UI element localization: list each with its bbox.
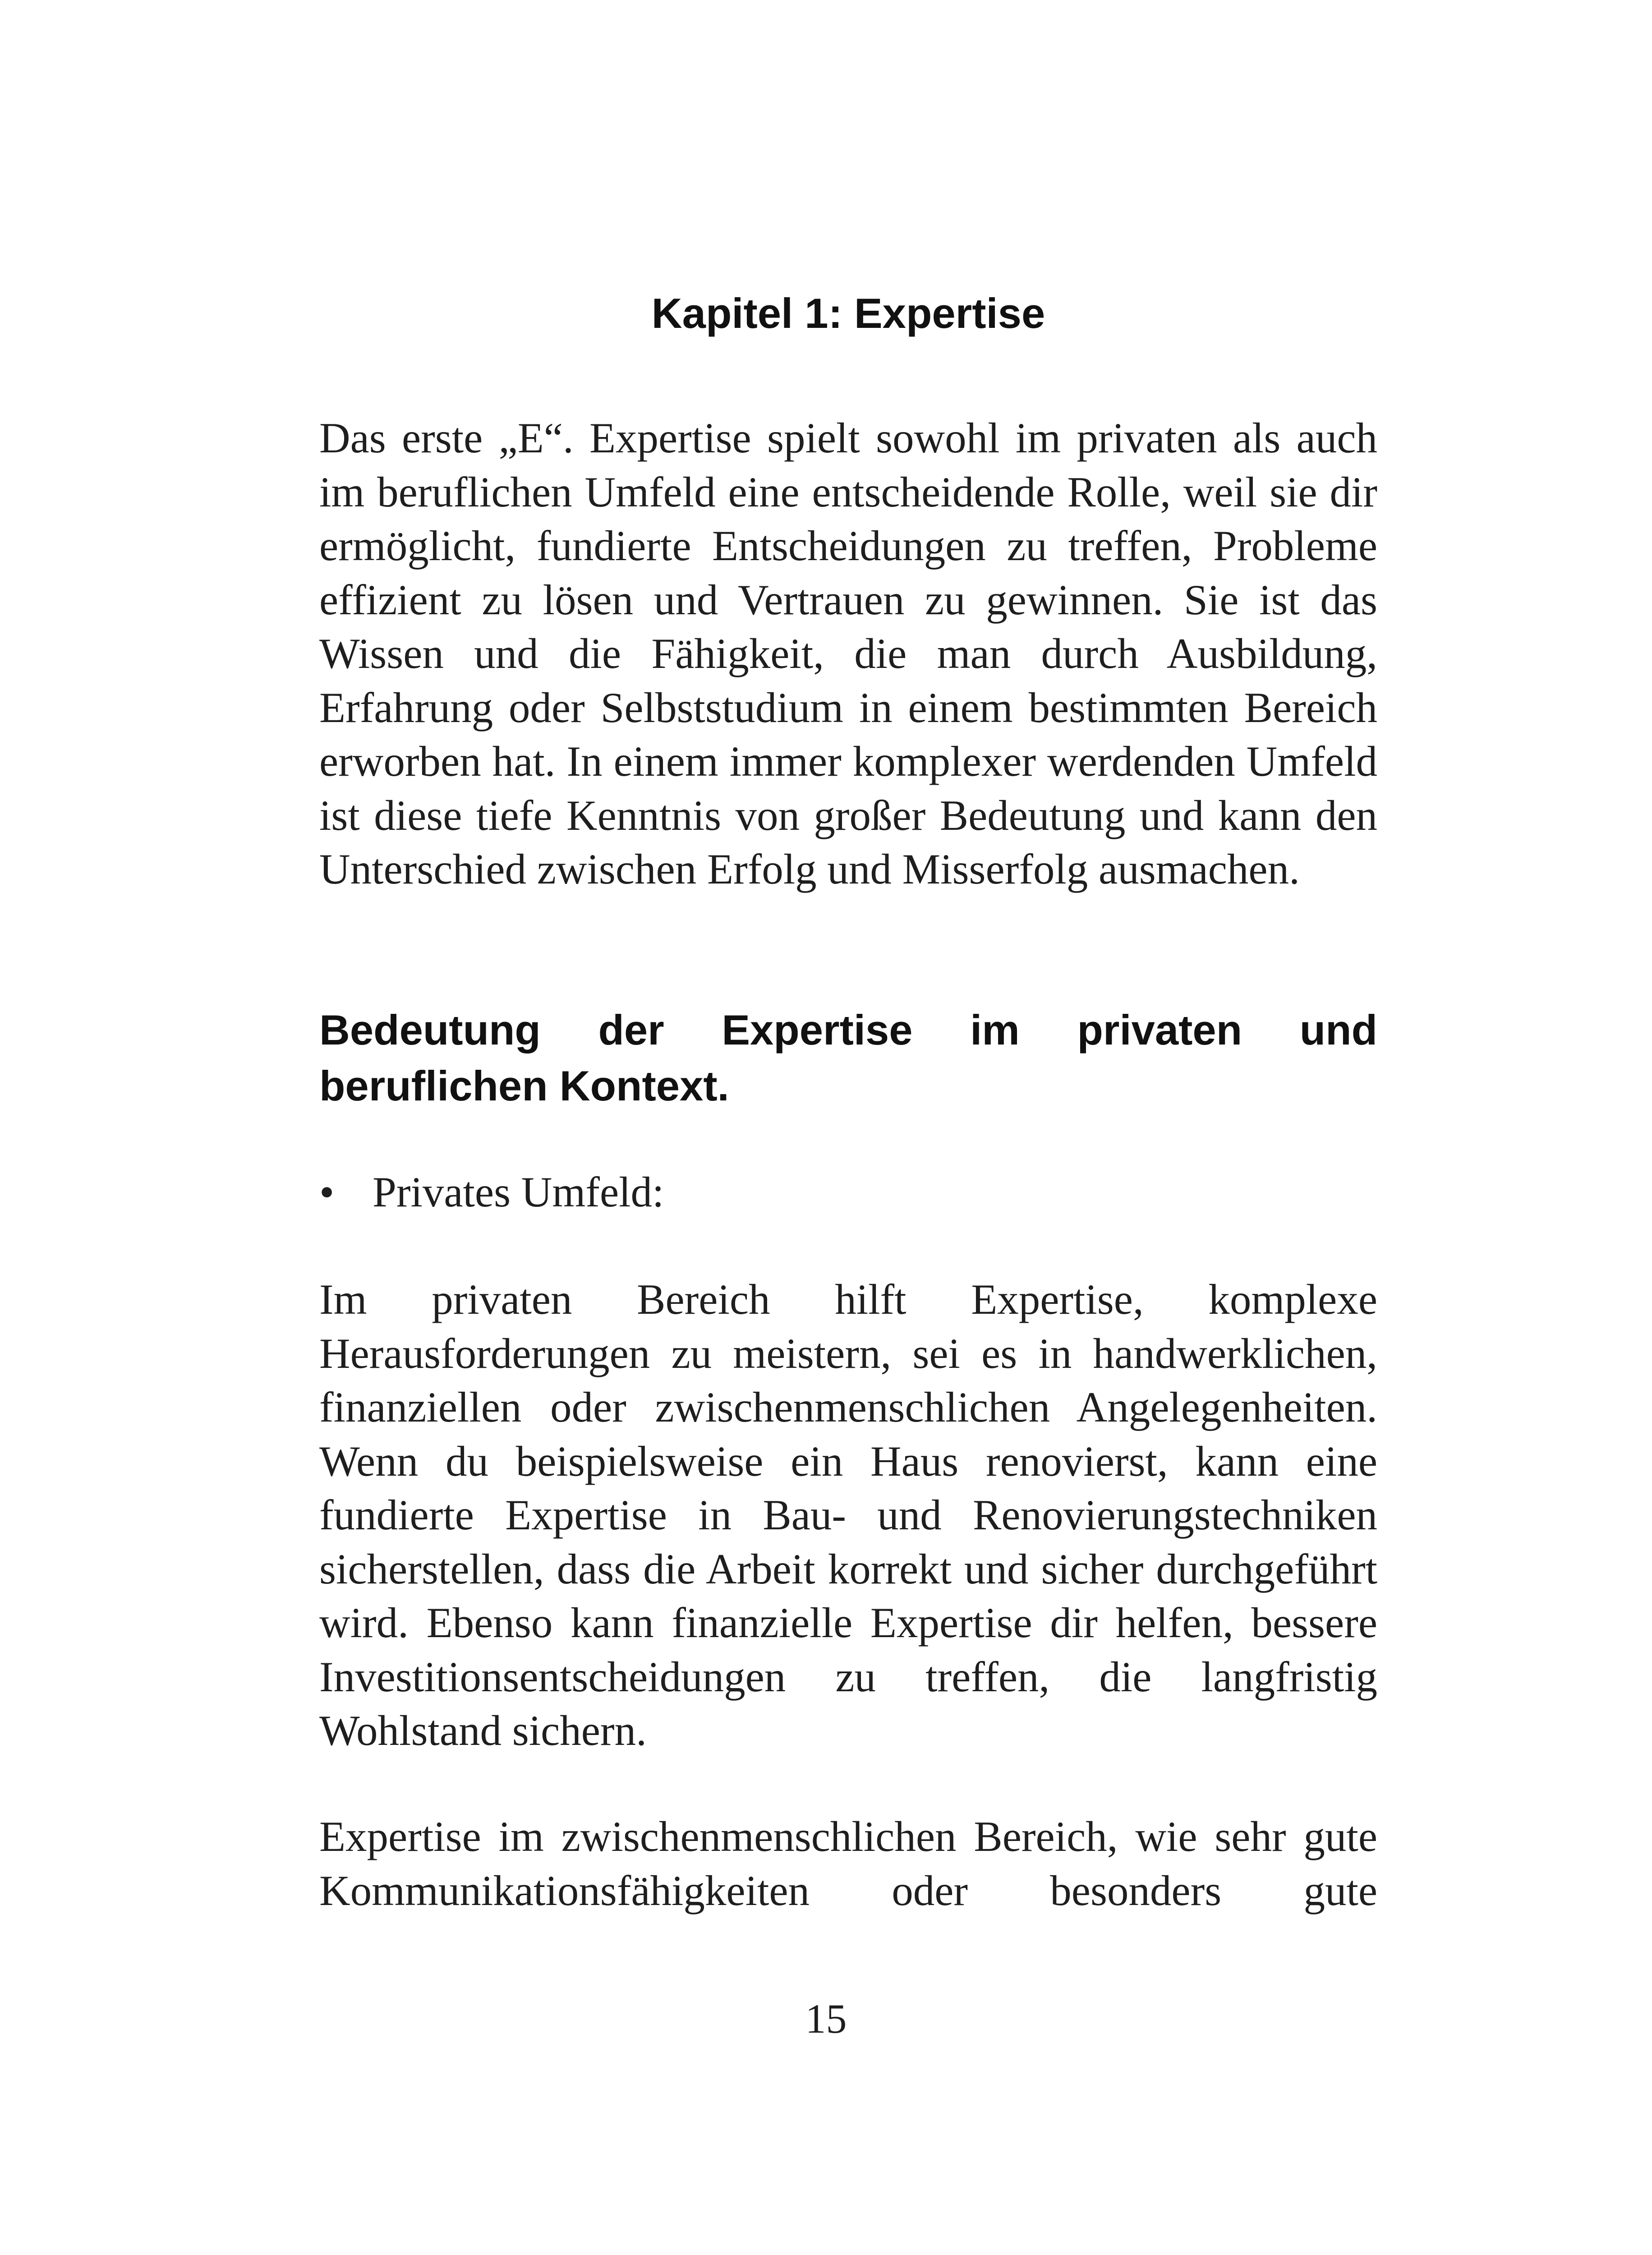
bullet-list-item [319, 1165, 1377, 1219]
bullet-text: Privates Umfeld: [373, 1168, 664, 1216]
section-heading: Bedeutung der Expertise im privaten und beruflichen Kontext. [319, 1006, 1377, 1109]
interpersonal-paragraph: Expertise im zwischenmenschlichen Bereich, wie sehr gute Kommunikationsfähigkeiten oder besonders gute [319, 1813, 1377, 1914]
intro-paragraph: Das erste „E“. Expertise spielt sowohl im privaten als auch im beruflichen Umfeld eine entscheidende Rolle, weil sie dir ermöglicht, fundierte Entscheidungen zu treffen, Probleme effizient zu lösen und Vertrauen zu gewinnen. Sie ist das Wissen und die Fähigkeit, die man durch Ausbildung, Erfahrung oder Selbststudium in einem bestimmten Bereich erworben hat. In einem immer komplexer werdenden Umfeld ist diese tiefe Kenntnis von großer Bedeutung und kann den Unterschied zwischen Erfolg und Misserfolg ausmachen. [319, 414, 1377, 893]
chapter-title: Kapitel 1: Expertise [651, 290, 1045, 337]
bullet-marker: • [319, 1168, 335, 1216]
page-number: 15 [805, 1996, 847, 2042]
private-paragraph: Im privaten Bereich hilft Expertise, komplexe Herausforderungen zu meistern, sei es in handwerklichen, finanziellen oder zwischenmenschlichen Angelegenheiten. Wenn du beispielsweise ein Haus renovierst, kann eine fundierte Expertise in Bau- und Renovierungstechniken sicherstellen, dass die Arbeit korrekt und sicher durchgeführt wird. Ebenso kann finanzielle Expertise dir helfen, bessere Investitionsentscheidungen zu treffen, die langfristig Wohlstand sichern. [319, 1275, 1377, 1754]
